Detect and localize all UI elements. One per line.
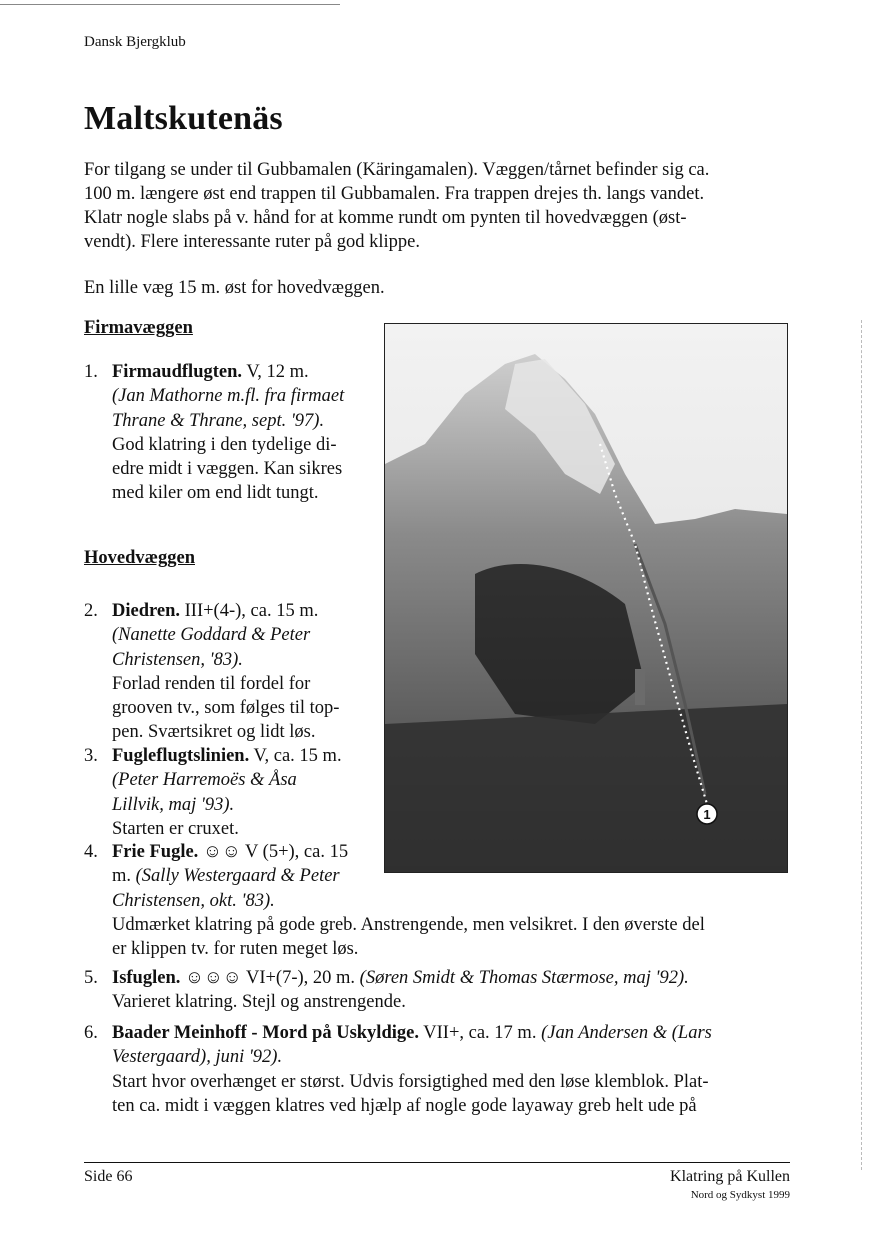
route-description: Forlad renden til fordel for — [112, 673, 311, 694]
route-description: Starten er cruxet. — [112, 818, 239, 839]
route-number: 4. — [84, 842, 98, 862]
intro-second-paragraph: En lille væg 15 m. øst for hovedvæggen. — [84, 278, 385, 298]
route-description: God klatring i den tydelige di- — [112, 434, 337, 455]
route-description: er klippen tv. for ruten meget løs. — [112, 939, 359, 960]
route-grade: V, 12 m. — [246, 362, 309, 382]
route-description: Udmærket klatring på gode greb. Anstrengende, men velsikret. I den øverste del — [112, 914, 705, 935]
route-description: Varieret klatring. Stejl og anstrengende. — [112, 992, 406, 1013]
route-entry — [84, 360, 344, 506]
route-marker-label: 1 — [703, 807, 711, 822]
route-number: 2. — [84, 601, 98, 621]
top-rule — [0, 4, 340, 5]
route-number: 3. — [84, 746, 98, 766]
route-name: Baader Meinhoff - Mord på Uskyldige. — [112, 1023, 419, 1043]
route-authors: (Jan Andersen & (Lars — [541, 1023, 712, 1043]
route-grade: VII+, ca. 17 m. — [423, 1023, 537, 1043]
route-number: 1. — [84, 362, 98, 382]
route-description: edre midt i væggen. Kan sikres — [112, 459, 343, 480]
route-grade: III+(4-), ca. 15 m. — [184, 601, 319, 621]
intro-line: vendt). Flere interessante ruter på god klippe. — [84, 232, 420, 252]
route-authors: (Nanette Goddard & Peter — [112, 625, 311, 646]
book-title: Klatring på Kullen — [670, 1168, 790, 1185]
intro-line: Klatr nogle slabs på v. hånd for at komme rundt om pynten til hovedvæggen (øst- — [84, 208, 687, 228]
intro-line: 100 m. længere øst end trappen til Gubbamalen. Fra trappen drejes th. langs vandet. — [84, 184, 705, 204]
route-authors: (Sally Westergaard & Peter — [135, 866, 340, 887]
section-heading-firmavaeggen: Firmavæggen — [84, 318, 193, 338]
page-title: Maltskutenäs — [84, 100, 283, 137]
route-entry — [84, 966, 689, 1015]
route-name: Firmaudflugten. — [112, 362, 243, 382]
route-entry — [84, 744, 342, 841]
route-entry — [84, 1021, 712, 1118]
scan-edge — [860, 320, 862, 1170]
route-number: 6. — [84, 1023, 98, 1043]
route-entry — [84, 599, 339, 745]
route-description: ten ca. midt i væggen klatres ved hjælp af nogle gode layaway greb helt ude på — [112, 1095, 697, 1116]
climber-figure — [635, 669, 645, 705]
intro-line: For tilgang se under til Gubbamalen (Käringamalen). Væggen/tårnet befinder sig ca. — [84, 160, 710, 180]
route-grade: ☺☺☺ VI+(7-), 20 m. — [185, 968, 356, 988]
route-grade-cont: m. — [112, 866, 132, 887]
route-authors: (Peter Harremoës & Åsa — [112, 770, 297, 791]
route-authors: (Søren Smidt & Thomas Stærmose, maj '92). — [359, 968, 689, 988]
running-header: Dansk Bjergklub — [84, 34, 186, 50]
book-subtitle: Nord og Sydkyst 1999 — [690, 1189, 790, 1201]
route-authors: Vestergaard), juni '92). — [112, 1047, 283, 1068]
cliff-photo — [384, 323, 788, 873]
route-authors: (Jan Mathorne m.fl. fra firmaet — [112, 386, 345, 407]
route-description: Start hvor overhænget er størst. Udvis forsigtighed med den løse klemblok. Plat- — [112, 1071, 709, 1092]
section-heading-hovedvaeggen: Hovedvæggen — [84, 548, 195, 568]
footer-rule — [84, 1162, 790, 1163]
route-name: Fugleflugtslinien. — [112, 746, 250, 766]
route-name: Frie Fugle. — [112, 842, 199, 862]
route-description: grooven tv., som følges til top- — [112, 698, 340, 719]
page-number: Side 66 — [84, 1168, 133, 1185]
route-number: 5. — [84, 968, 98, 988]
route-description: med kiler om end lidt tungt. — [112, 483, 319, 504]
intro-paragraph — [84, 158, 784, 254]
route-authors: Christensen, okt. '83). — [112, 890, 275, 911]
route-authors: Thrane & Thrane, sept. '97). — [112, 410, 325, 431]
route-name: Isfuglen. — [112, 968, 181, 988]
route-grade: ☺☺ V (5+), ca. 15 — [202, 842, 349, 862]
route-grade: V, ca. 15 m. — [253, 746, 342, 766]
route-authors: Lillvik, maj '93). — [112, 794, 235, 815]
route-name: Diedren. — [112, 601, 181, 621]
route-authors: Christensen, '83). — [112, 649, 243, 670]
route-description: pen. Sværtsikret og lidt løs. — [112, 722, 316, 743]
